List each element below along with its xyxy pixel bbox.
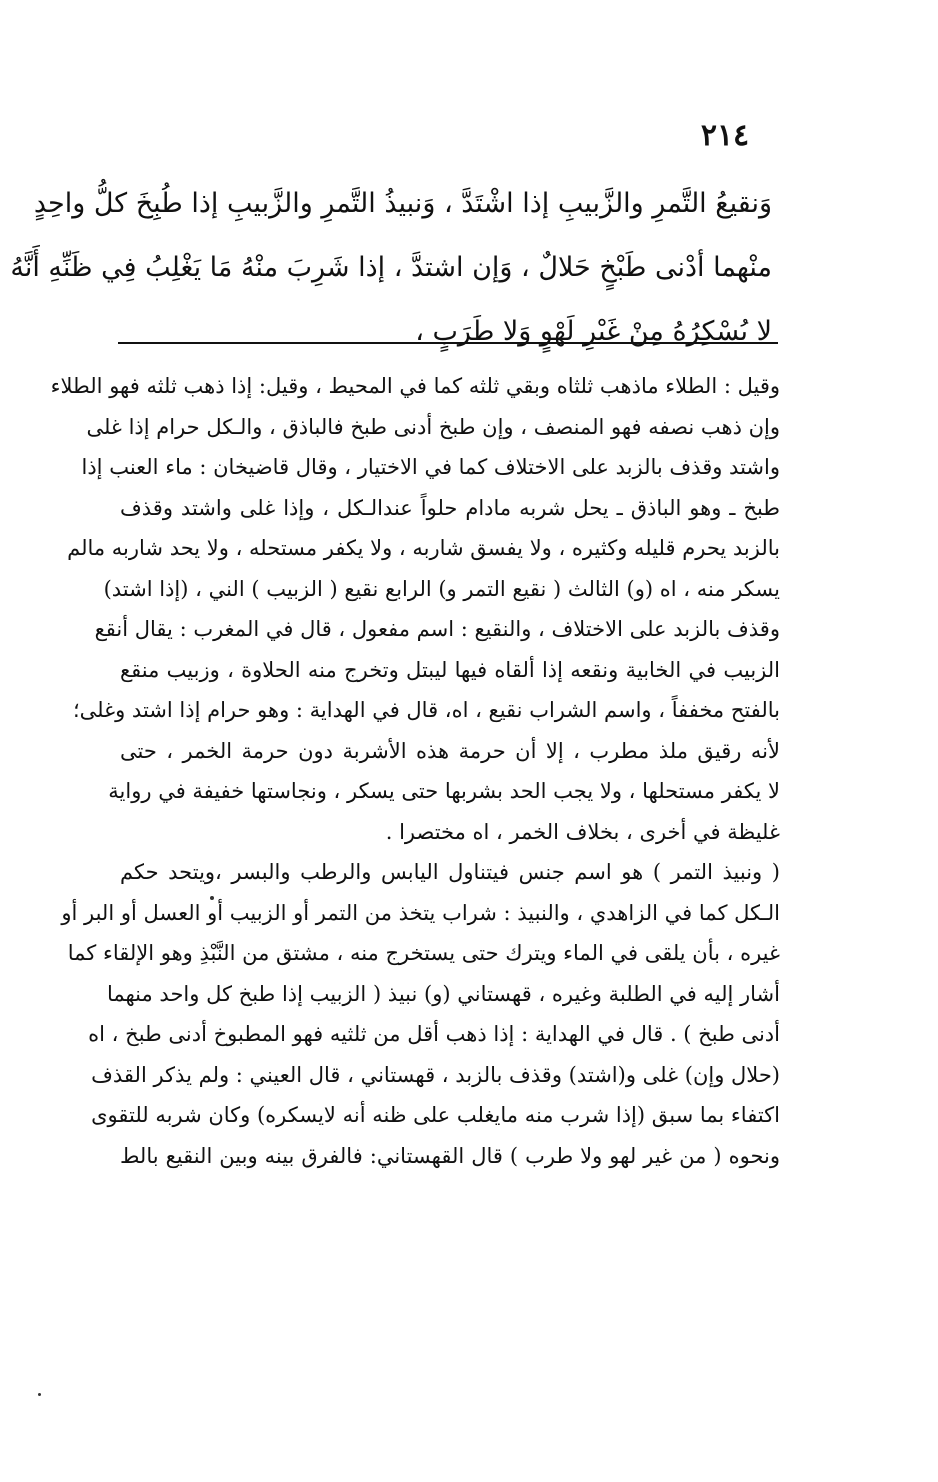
- section-divider: [118, 342, 778, 344]
- commentary-line: وإن ذهب نصفه فهو المنصف ، وإن طبخ أدنى طبخ فالباذق ، والـكل حرام إذا غلى: [86, 414, 780, 439]
- commentary-line: واشتد وقذف بالزبد على الاختلاف كما في الاختيار ، وقال قاضيخان : ماء العنب إذا: [81, 455, 780, 479]
- commentary-line: وقذف بالزبد على الاختلاف ، والنقيع : اسم مفعول ، قال في المغرب : يقال أنقع: [94, 617, 780, 641]
- commentary-line: طبخ ـ وهو الباذق ـ يحل شربه مادام حلواً عندالـكل ، وإذا غلى واشتد وقذف: [120, 495, 780, 520]
- commentary-text-block: [50, 366, 780, 1176]
- commentary-line: ونحوه ( من غير لهو ولا طرب ) قال القهستاني: فالفرق بينه وبين النقيع بالط: [120, 1143, 780, 1168]
- commentary-line: اكتفاء بما سبق (إذا شرب منه مايغلب على ظنه أنه لايسكره) وكان شربه للتقوى: [91, 1103, 780, 1127]
- matn-text-block: [10, 172, 772, 364]
- matn-line: وَنقيعُ التَّمرِ والزَّبيبِ إذا اشْتَدَّ ، وَنبيذُ التَّمرِ والزَّبيبِ إذا طُبِخَ كلُّ واحِدٍ: [33, 188, 772, 219]
- commentary-line: (حلال وإن) غلى و(اشتد) وقذف بالزبد ، قهستاني ، قال العيني : ولم يذكر القذف: [91, 1062, 780, 1087]
- commentary-line: لأنه رقيق ملذ مطرب ، إلا أن حرمة هذه الأشربة دون حرمة الخمر ، حتى: [120, 738, 780, 763]
- commentary-line: يسكر منه ، اه (و) الثالث ( نقيع التمر و) الرابع نقيع ( الزبيب ) الني ، (إذا اشتد): [103, 576, 780, 601]
- commentary-line: أدنى طبخ ) . قال في الهداية : إذا ذهب أقل من ثلثيه فهو المطبوخ أدنى طبخ ، اه: [88, 1022, 780, 1046]
- ink-speck: [38, 1393, 41, 1396]
- commentary-line: بالفتح مخففاً ، واسم الشراب نقيع ، اه، قال في الهداية : وهو حرام إذا اشتد وغلى؛: [73, 698, 780, 722]
- matn-line: منْهما أدْنى طَبْخٍ حَلالٌ ، وَإن اشتدَّ ، إذا شَرِبَ منْهُ مَا يَغْلِبُ فِي ظَنِّهِ أَنَّهُ: [10, 252, 772, 283]
- ink-speck: [210, 896, 214, 900]
- matn-line: لا يُسْكِرُهُ مِنْ غَيْرِ لَهْوٍ وَلا طَرَبٍ ،: [415, 316, 772, 347]
- commentary-line: الـكل كما في الزاهدي ، والنبيذ : شراب يتخذ من التمر أو الزبيب أو العسل أو البر أو: [61, 900, 780, 925]
- commentary-line: لا يكفر مستحلها ، ولا يجب الحد بشربها حتى يسكر ، ونجاستها خفيفة في رواية: [108, 779, 780, 803]
- commentary-line: غليظة في أخرى ، بخلاف الخمر ، اه مختصرا .: [385, 819, 780, 844]
- page-number: ٢١٤: [700, 118, 750, 153]
- commentary-line: وقيل : الطلاء ماذهب ثلثاه وبقي ثلثه كما في المحيط ، وقيل: إذا ذهب ثلثه فهو الطلاء: [50, 374, 780, 398]
- commentary-line: ( ونبيذ التمر ) هو اسم جنس فيتناول اليابس والرطب والبسر ،ويتحد حكم: [120, 860, 780, 884]
- commentary-line: بالزبد يحرم قليله وكثيره ، ولا يفسق شاربه ، ولا يكفر مستحله ، ولا يحد شاربه مالم: [67, 536, 780, 560]
- commentary-line: الزبيب في الخابية ونقعه إذا ألقاه فيها ليبتل وتخرج منه الحلاوة ، وزبيب منقع: [120, 657, 780, 682]
- commentary-line: أشار إليه في الطلبة وغيره ، قهستاني (و) نبيذ ( الزبيب إذا طبخ كل واحد منهما: [106, 981, 780, 1006]
- commentary-line: غيره ، بأن يلقى في الماء ويترك حتى يستخرج منه ، مشتق من النَّبْذِ وهو الإلقاء كما: [67, 941, 780, 965]
